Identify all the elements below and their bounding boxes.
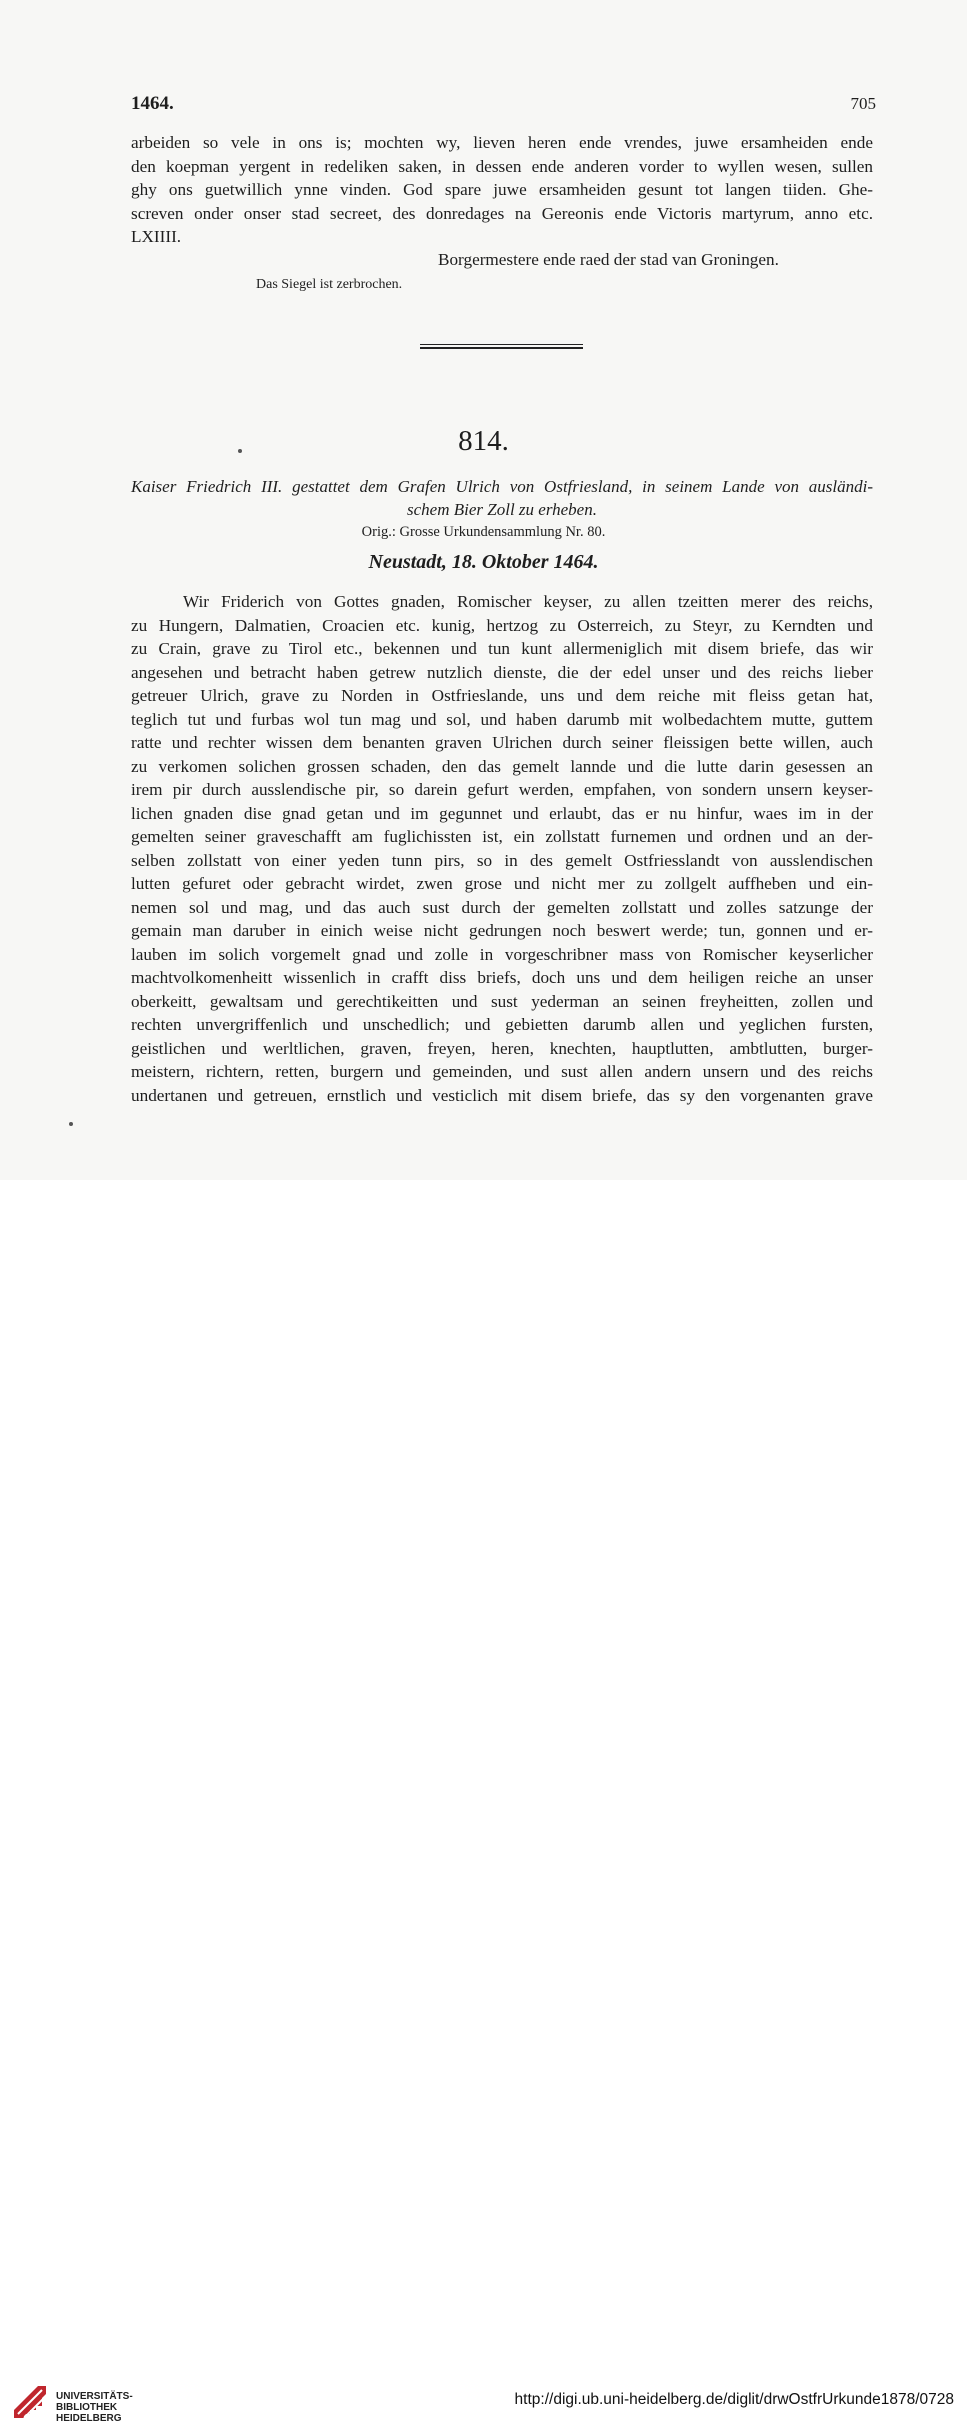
text-line: zu Crain, grave zu Tirol etc., bekennen und tun kunt allermeniglich mit disem briefe, das wir xyxy=(131,639,873,658)
text-line: zu verkomen solichen grossen schaden, den das gemelt lannde und die lutte darin gesessen an xyxy=(131,756,873,776)
text-line: oberkeitt, gewaltsam und gerechtikeitten und sust yederman an seinen freyheitten, zollen und xyxy=(131,991,873,1011)
text-line: selben zollstatt von einer yeden tunn pirs, so in des gemelt Ostfriesslandt von ausslendischen xyxy=(131,850,873,870)
text-line: arbeiden so vele in ons is; mochten wy, lieven heren ende vrendes, juwe ersamheiden ende xyxy=(131,133,873,152)
text-line: ratte und rechter wissen dem benanten graven Ulrichen durch seiner fleissigen bette willen, auch xyxy=(131,733,873,752)
dateline: Neustadt, 18. Oktober 1464. xyxy=(368,551,599,573)
text-line: ghy ons guetwillich ynne vinden. God spare juwe ersamheiden gesunt tot langen tiiden. Ghe- xyxy=(131,180,873,199)
text-line: Wir Friderich von Gottes gnaden, Romischer keyser, zu allen tzeitten merer des reichs, xyxy=(183,592,873,611)
separator-rule xyxy=(420,347,583,349)
running-head-year: 1464. xyxy=(131,93,174,114)
separator-rule xyxy=(420,344,583,345)
text-line: gemelten seiner graveschafft am fuglichissten ist, ein zollstatt furnemen und ordnen und an der- xyxy=(131,827,873,846)
text-line: lauben im solich vorgemelt gnad und zolle in vorgeschribner mass von Romischer keyserlicher xyxy=(131,944,873,964)
signature: Borgermestere ende raed der stad van Groningen. xyxy=(438,250,779,269)
page-number: 705 xyxy=(850,94,876,113)
text-line: meistern, richtern, retten, burgern und gemeinden, und sust allen andern unsern und des reichs xyxy=(131,1062,873,1081)
scan-speck xyxy=(69,1122,73,1126)
scanned-page xyxy=(0,0,967,1180)
text-line: den koepman yergent in redeliken saken, in dessen ende anderen vorder to wyllen wesen, sullen xyxy=(131,156,873,176)
text-line: irem pir durch ausslendische pir, so darein gefurt werden, empfahen, von sondern unsern keyser- xyxy=(131,780,873,799)
library-name-line: HEIDELBERG xyxy=(56,2413,122,2424)
text-line: getreuer Ulrich, grave zu Norden in Ostfrieslande, uns und dem reiche mit fleiss getan hat, xyxy=(131,686,873,705)
source-url[interactable]: http://digi.ub.uni-heidelberg.de/diglit/drwOstfrUrkunde1878/0728 xyxy=(514,2391,954,2408)
text-line: screven onder onser stad secreet, des donredages na Gereonis ende Victoris martyrum, anno etc. xyxy=(131,203,873,223)
regest-line: Kaiser Friedrich III. gestattet dem Grafen Ulrich von Ostfriesland, in seinem Lande von ausländi- xyxy=(131,477,873,496)
regest-line: schem Bier Zoll zu erheben. xyxy=(407,500,597,519)
library-name-line: BIBLIOTHEK xyxy=(56,2402,118,2413)
document-number: 814. xyxy=(458,425,509,457)
library-name-line: UNIVERSITÄTS- xyxy=(56,2391,133,2402)
text-line: LXIIII. xyxy=(131,227,182,246)
intro-paragraph xyxy=(131,131,873,249)
text-line: gemain man daruber in einich weise nicht gedrungen noch beswert werde; tun, gonnen und er- xyxy=(131,921,873,940)
text-line: machtvolkomenheitt wissenlich in crafft diss briefs, doch uns und dem heiligen reiche an unser xyxy=(131,968,873,987)
text-line: undertanen und getreuen, ernstlich und vesticlich mit disem briefe, das sy den vorgenanten grave xyxy=(131,1085,873,1105)
text-line: teglich tut und furbas wol tun mag und sol, und haben darumb mit wolbedachtem mutte, guttem xyxy=(131,709,873,729)
charter-text xyxy=(131,590,873,1107)
source-note: Orig.: Grosse Urkundensammlung Nr. 80. xyxy=(361,524,606,540)
text-line: zu Hungern, Dalmatien, Croacien etc. kunig, hertzog zu Osterreich, zu Steyr, zu Kerndten und xyxy=(131,615,873,635)
text-line: lutten gefuret oder gebracht wirdet, zwen grose und nicht mer zu zollgelt auffheben und ein- xyxy=(131,874,873,893)
seal-note: Das Siegel ist zerbrochen. xyxy=(256,277,403,292)
text-line: geistlichen und werltlichen, graven, freyen, heren, knechten, hauptlutten, ambtlutten, burger- xyxy=(131,1038,873,1058)
library-logo-icon xyxy=(12,2384,48,2420)
library-name xyxy=(56,2391,133,2424)
scan-speck xyxy=(238,449,242,453)
text-line: rechten unvergriffenlich und unschedlich; und gebietten darumb allen und yeglichen fursten, xyxy=(131,1015,873,1034)
text-line: nemen sol und mag, und das auch sust durch der gemelten zollstatt und zolles satzunge der xyxy=(131,897,873,917)
text-line: angesehen und betracht haben getrew nutzlich dienste, die der edel unser und des reichs lieber xyxy=(131,662,873,682)
text-line: lichen gnaden dise gnad getan und im gegunnet und erlaubt, das er nu hinfur, waes im in der xyxy=(131,803,873,823)
regest xyxy=(131,475,873,521)
footer-bar xyxy=(0,1180,967,2424)
